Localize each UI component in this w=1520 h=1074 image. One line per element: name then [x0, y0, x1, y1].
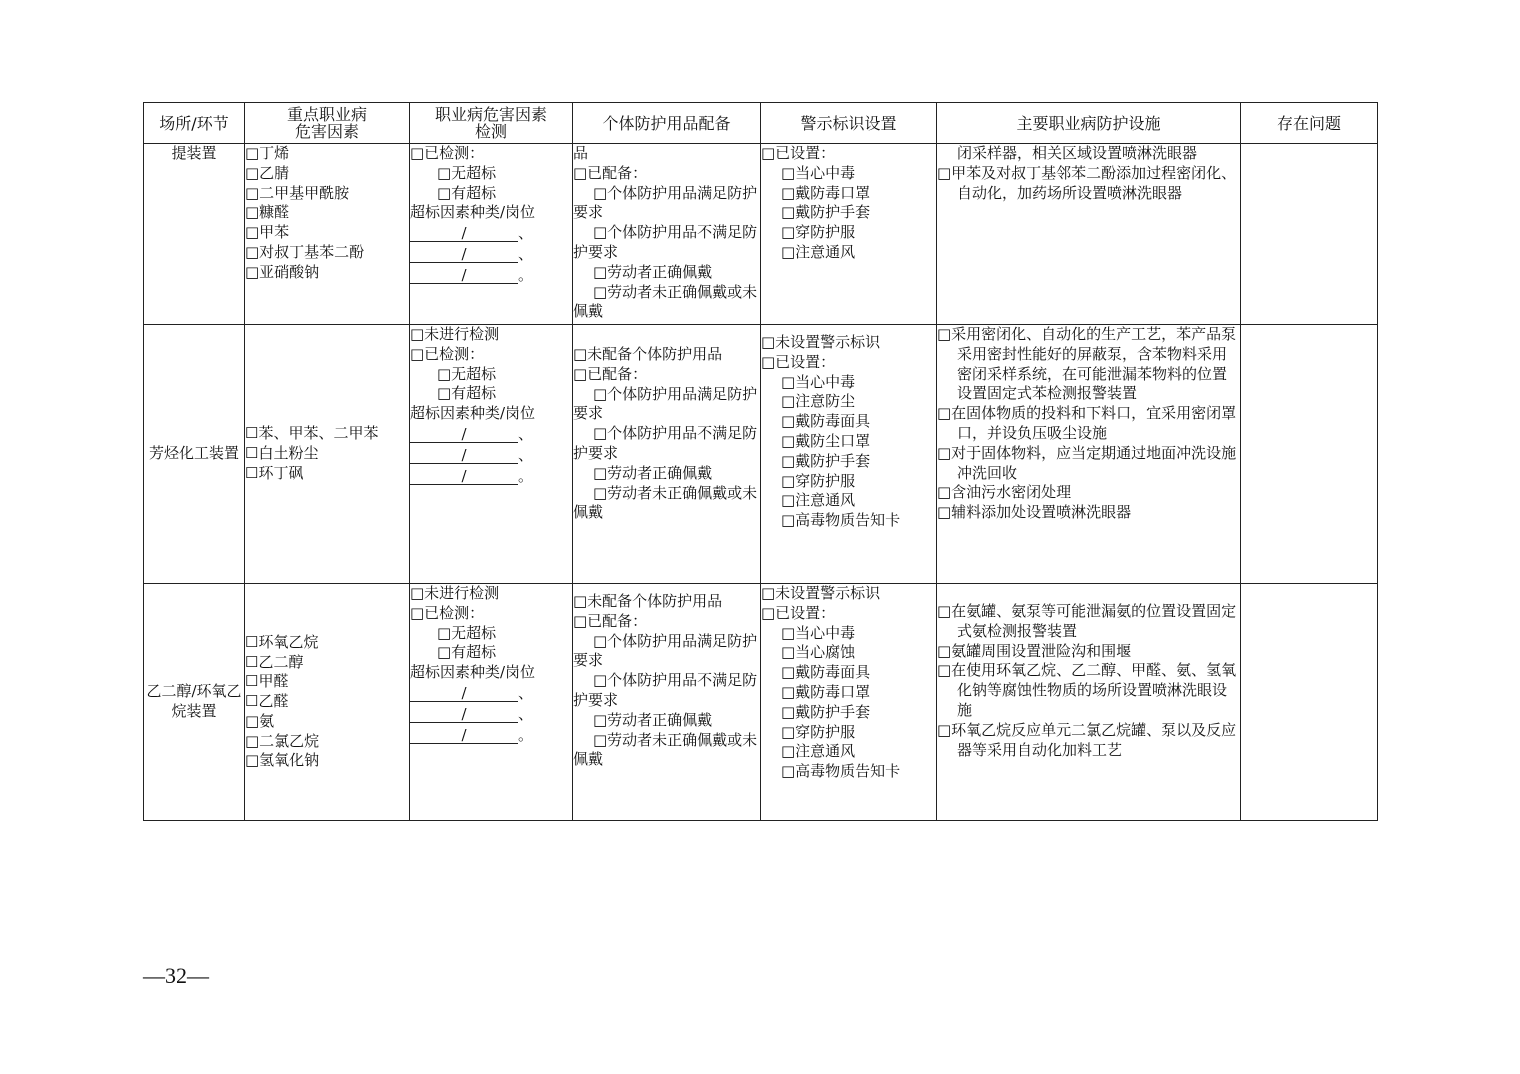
place-label: 提装置 [171, 144, 217, 162]
blank-slash: / [410, 686, 518, 702]
header-hazards: 重点职业病 危害因素 [245, 103, 410, 144]
hazards-cell [245, 584, 410, 821]
not-detected-checkbox[interactable]: □未进行检测 [410, 584, 500, 602]
facility-checkbox[interactable]: □在氨罐、氨泵等可能泄漏氨的位置设置固定式氨检测报警装置 [937, 602, 1237, 640]
sign-checkbox[interactable]: □高毒物质告知卡 [781, 762, 901, 781]
blank-slash: / [410, 707, 518, 723]
signs-set-checkbox[interactable]: □已设置： [761, 144, 836, 162]
no-exceed-checkbox[interactable]: □无超标 [437, 364, 497, 383]
header-signs: 警示标识设置 [761, 103, 937, 144]
detected-checkbox[interactable]: □已检测： [410, 144, 485, 162]
place-label: 芳烃化工装置 [148, 444, 239, 463]
facility-checkbox[interactable]: □采用密闭化、自动化的生产工艺，苯产品泵采用密封性能好的屏蔽泵，含苯物料采用密闭采样系统，在可能泄漏苯物料的位置设置固定式苯检测报警装置 [937, 325, 1237, 403]
hazard-checkbox[interactable]: □对叔丁基苯二酚 [245, 242, 365, 261]
exceed-blank-line[interactable] [410, 244, 572, 265]
sign-checkbox[interactable]: □穿防护服 [781, 722, 856, 741]
table-row [144, 144, 1378, 325]
issues-cell[interactable] [1241, 144, 1378, 325]
ppe-cell [573, 325, 761, 584]
ppe-not-equipped-checkbox[interactable]: □未配备个体防护用品 [573, 592, 723, 610]
facilities-cell [937, 325, 1241, 584]
ppe-equipped-checkbox[interactable]: □已配备： [573, 163, 648, 182]
exceed-factor-label: 超标因素种类/岗位 [410, 404, 536, 423]
hazard-checkbox[interactable]: □二氯乙烷 [245, 731, 320, 750]
facility-checkbox[interactable]: □甲苯及对叔丁基邻苯二酚添加过程密闭化、自动化，加药场所设置喷淋洗眼器 [937, 163, 1237, 202]
wear-incorrect-checkbox[interactable]: □劳动者未正确佩戴或未佩戴 [573, 730, 758, 769]
not-detected-checkbox[interactable]: □未进行检测 [410, 325, 500, 343]
blank-sep: 、 [518, 445, 534, 464]
no-exceed-checkbox[interactable]: □无超标 [437, 623, 497, 642]
facility-checkbox[interactable]: □辅料添加处设置喷淋洗眼器 [937, 503, 1132, 522]
blank-sep: 。 [518, 466, 534, 485]
exceed-blank-line[interactable] [410, 683, 572, 704]
blank-sep: 、 [518, 424, 534, 443]
facility-checkbox[interactable]: □含油污水密闭处理 [937, 483, 1072, 502]
no-exceed-checkbox[interactable]: □无超标 [437, 163, 497, 182]
hazard-checkbox[interactable]: □丁烯 [245, 144, 290, 162]
ppe-cell [573, 584, 761, 821]
sign-checkbox[interactable]: □注意防尘 [781, 392, 856, 411]
header-detection: 职业病危害因素 检测 [410, 103, 573, 144]
blank-sep: 、 [518, 244, 534, 263]
facility-text: 闭采样器，相关区域设置喷淋洗眼器 [957, 144, 1198, 162]
exceed-factor-label: 超标因素种类/岗位 [410, 663, 536, 682]
sign-checkbox[interactable]: □注意通风 [781, 242, 856, 261]
header-issues: 存在问题 [1241, 103, 1378, 144]
hazard-checkbox[interactable]: ☐甲醛 [245, 672, 289, 691]
detection-cell [410, 325, 573, 584]
exceed-blank-line[interactable] [410, 704, 572, 725]
ppe-not-meets-checkbox[interactable]: □个体防护用品不满足防护要求 [573, 223, 758, 261]
exceed-checkbox[interactable]: □有超标 [437, 384, 497, 403]
signs-not-set-checkbox[interactable]: □未设置警示标识 [761, 584, 881, 602]
sign-checkbox[interactable]: □戴防毒口罩 [781, 183, 871, 202]
sign-checkbox[interactable]: □穿防护服 [781, 223, 856, 242]
facility-checkbox[interactable]: □在固体物质的投料和下料口，宜采用密闭罩口，并设负压吸尘设施 [937, 404, 1237, 442]
issues-cell[interactable] [1241, 325, 1378, 584]
signs-set-checkbox[interactable]: □已设置： [761, 352, 836, 371]
sign-checkbox[interactable]: □当心中毒 [781, 163, 856, 182]
sign-checkbox[interactable]: □当心腐蚀 [781, 643, 856, 662]
page-number: —32— [143, 963, 209, 988]
sign-checkbox[interactable]: □注意通风 [781, 742, 856, 761]
ppe-cell [573, 144, 761, 325]
hazard-checkbox[interactable]: □二甲基甲酰胺 [245, 183, 350, 202]
exceed-blank-line[interactable] [410, 445, 572, 466]
sign-checkbox[interactable]: □戴防护手套 [781, 451, 871, 470]
wear-correct-checkbox[interactable]: □劳动者正确佩戴 [593, 262, 713, 281]
ppe-equipped-checkbox[interactable]: □已配备： [573, 611, 648, 630]
sign-checkbox[interactable]: □戴防毒面具 [781, 663, 871, 682]
table-row [144, 325, 1378, 584]
sign-checkbox[interactable]: □注意通风 [781, 491, 856, 510]
ppe-equipped-checkbox[interactable]: □已配备： [573, 364, 648, 383]
ppe-meets-checkbox[interactable]: □个体防护用品满足防护要求 [573, 384, 758, 423]
ppe-meets-checkbox[interactable]: □个体防护用品满足防护要求 [573, 183, 758, 222]
sign-checkbox[interactable]: □戴防毒面具 [781, 412, 871, 431]
hazard-checkbox[interactable]: □糠醛 [245, 203, 290, 222]
facility-checkbox[interactable]: □环氧乙烷反应单元二氯乙烷罐、泵以及反应器等采用自动化加料工艺 [937, 720, 1237, 759]
header-facilities: 主要职业病防护设施 [937, 103, 1241, 144]
detected-checkbox[interactable]: □已检测： [410, 603, 485, 622]
issues-cell[interactable] [1241, 584, 1378, 821]
hazard-checkbox[interactable]: □氢氧化钠 [245, 751, 320, 770]
facility-checkbox[interactable]: □在使用环氧乙烷、乙二醇、甲醛、氨、氢氧化钠等腐蚀性物质的场所设置喷淋洗眼设施 [937, 661, 1237, 719]
hazards-cell [245, 325, 410, 584]
exceed-blank-line[interactable] [410, 424, 572, 445]
signs-not-set-checkbox[interactable]: □未设置警示标识 [761, 333, 881, 351]
blank-slash: / [410, 247, 518, 263]
ppe-not-meets-checkbox[interactable]: □个体防护用品不满足防护要求 [573, 424, 758, 462]
exceed-factor-label: 超标因素种类/岗位 [410, 203, 536, 222]
sign-checkbox[interactable]: □戴防尘口罩 [781, 431, 871, 450]
detection-cell [410, 144, 573, 325]
table-header-row [144, 103, 1378, 144]
place-label: 乙二醇/环氧乙烷装置 [146, 682, 242, 720]
blank-slash: / [410, 728, 518, 744]
place-cell [144, 325, 245, 584]
inspection-table [143, 102, 1378, 821]
hazard-checkbox[interactable]: □亚硝酸钠 [245, 262, 320, 281]
blank-sep: 。 [518, 265, 534, 284]
blank-slash: / [410, 427, 518, 443]
blank-slash: / [410, 268, 518, 284]
exceed-blank-line[interactable] [410, 265, 572, 286]
blank-sep: 、 [518, 683, 534, 702]
header-place: 场所/环节 [144, 103, 245, 144]
blank-slash: / [410, 226, 518, 242]
blank-sep: 。 [518, 725, 534, 744]
hazard-checkbox[interactable]: ☐乙醛 [245, 692, 289, 711]
detection-cell [410, 584, 573, 821]
exceed-checkbox[interactable]: □有超标 [437, 643, 497, 662]
signs-cell [761, 325, 937, 584]
hazard-checkbox[interactable]: □甲苯 [245, 223, 290, 242]
signs-cell [761, 584, 937, 821]
hazard-checkbox[interactable]: □氨 [245, 711, 275, 730]
detected-checkbox[interactable]: □已检测： [410, 344, 485, 363]
ppe-not-meets-checkbox[interactable]: □个体防护用品不满足防护要求 [573, 671, 758, 709]
wear-correct-checkbox[interactable]: □劳动者正确佩戴 [593, 463, 713, 482]
exceed-blank-line[interactable] [410, 725, 572, 746]
blank-sep: 、 [518, 224, 534, 243]
ppe-meets-checkbox[interactable]: □个体防护用品满足防护要求 [573, 631, 758, 670]
wear-incorrect-checkbox[interactable]: □劳动者未正确佩戴或未佩戴 [573, 282, 758, 321]
sign-checkbox[interactable]: □穿防护服 [781, 471, 856, 490]
exceed-blank-line[interactable] [410, 466, 572, 487]
header-ppe: 个体防护用品配备 [573, 103, 761, 144]
sign-checkbox[interactable]: □戴防护手套 [781, 702, 871, 721]
signs-cell [761, 144, 937, 325]
table-row [144, 584, 1378, 821]
facility-checkbox[interactable]: □氨罐周围设置泄险沟和围堰 [937, 641, 1132, 660]
sign-checkbox[interactable]: □当心中毒 [781, 372, 856, 391]
hazard-checkbox[interactable]: ☐苯、甲苯、二甲苯 [245, 424, 379, 443]
exceed-checkbox[interactable]: □有超标 [437, 183, 497, 202]
sign-checkbox[interactable]: □戴防护手套 [781, 203, 871, 222]
sign-checkbox[interactable]: □戴防毒口罩 [781, 682, 871, 701]
blank-slash: / [410, 448, 518, 464]
facility-checkbox[interactable]: □对于固体物料，应当定期通过地面冲洗设施冲洗回收 [937, 443, 1237, 482]
place-cell [144, 584, 245, 821]
hazard-checkbox[interactable]: ☐乙二醇 [245, 652, 304, 671]
ppe-not-equipped-checkbox[interactable]: □未配备个体防护用品 [573, 345, 723, 363]
ppe-text: 品 [573, 144, 589, 162]
hazard-checkbox[interactable]: □乙腈 [245, 163, 290, 182]
hazards-cell [245, 144, 410, 325]
blank-sep: 、 [518, 704, 534, 723]
hazard-checkbox[interactable]: ☐环氧乙烷 [245, 632, 319, 651]
facilities-cell [937, 144, 1241, 325]
blank-slash: / [410, 469, 518, 485]
wear-incorrect-checkbox[interactable]: □劳动者未正确佩戴或未佩戴 [573, 483, 758, 522]
hazard-checkbox[interactable]: ☐环丁砜 [245, 463, 304, 482]
sign-checkbox[interactable]: □当心中毒 [781, 623, 856, 642]
hazard-checkbox[interactable]: ☐白土粉尘 [245, 444, 319, 463]
sign-checkbox[interactable]: □高毒物质告知卡 [781, 511, 901, 530]
exceed-blank-line[interactable] [410, 223, 572, 244]
signs-set-checkbox[interactable]: □已设置： [761, 603, 836, 622]
facilities-cell [937, 584, 1241, 821]
place-cell [144, 144, 245, 325]
wear-correct-checkbox[interactable]: □劳动者正确佩戴 [593, 710, 713, 729]
